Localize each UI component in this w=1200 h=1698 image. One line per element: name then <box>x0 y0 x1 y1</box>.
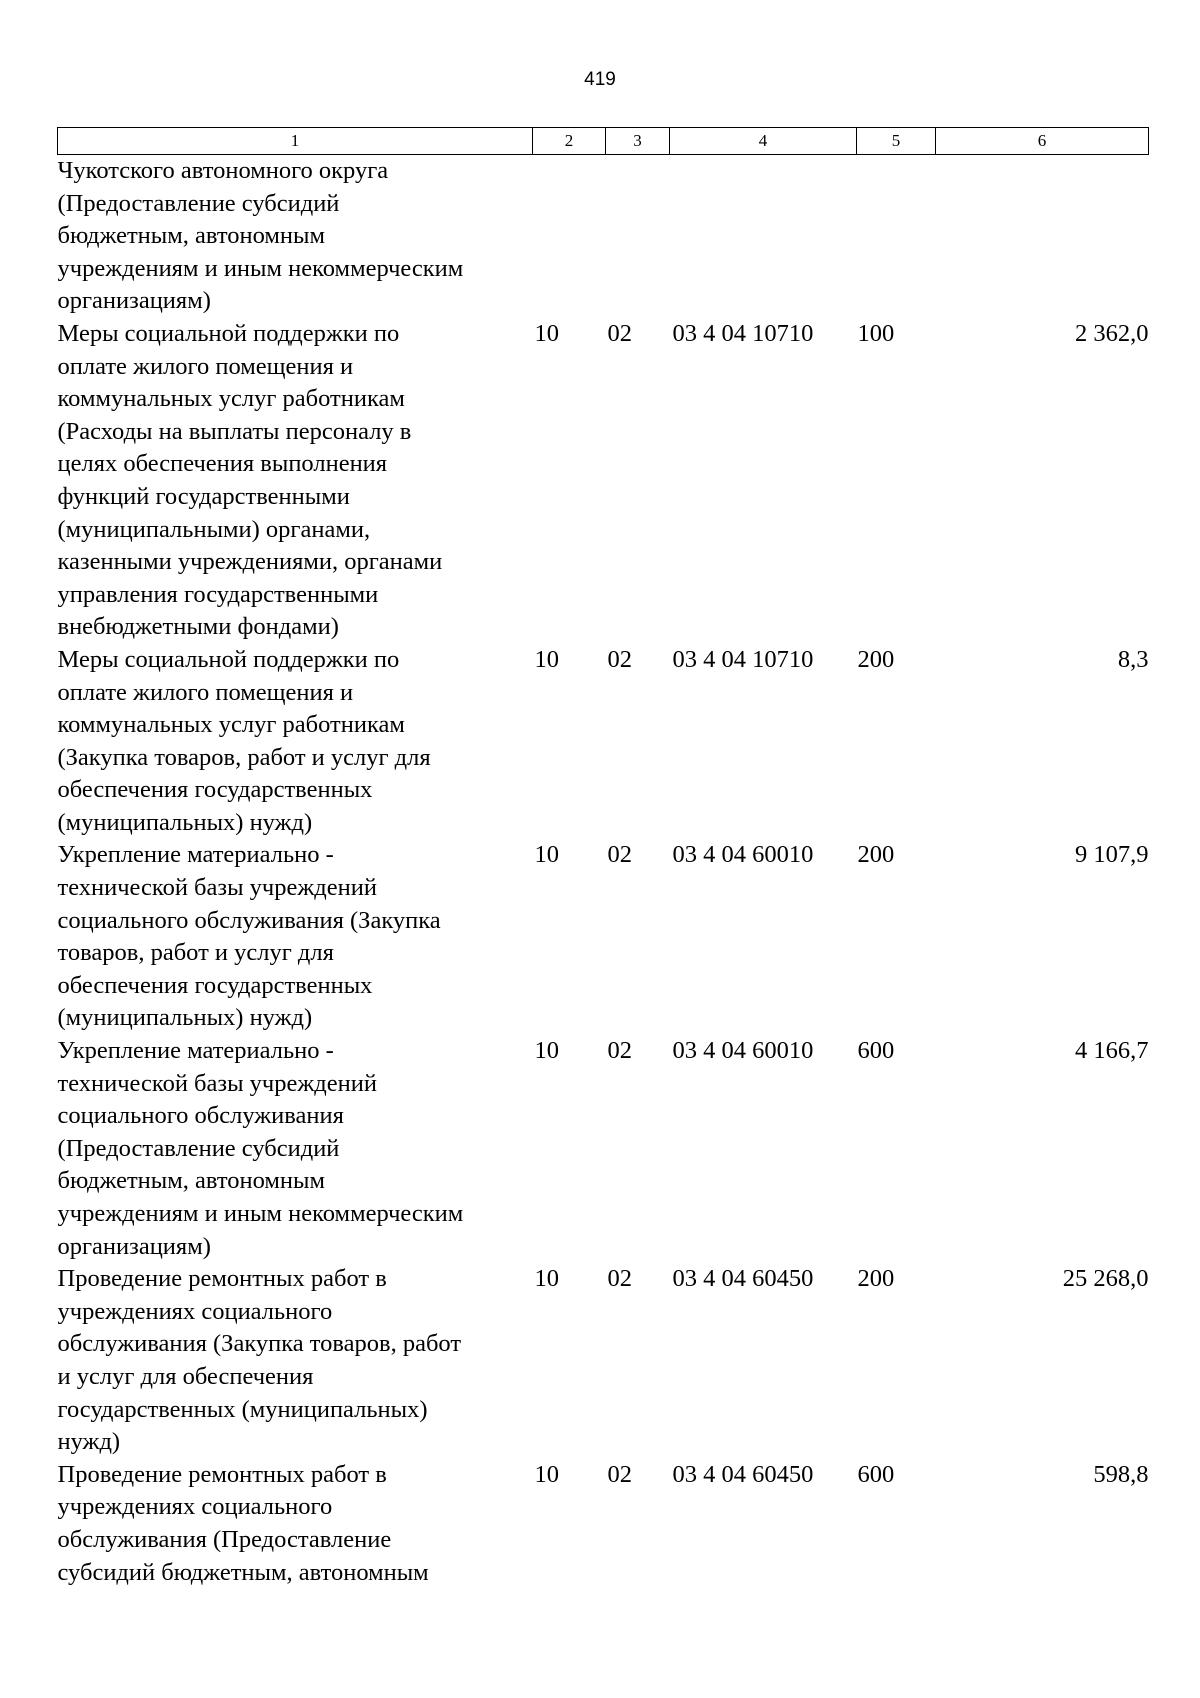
cell-section: 10 <box>534 1265 559 1293</box>
cell-section: 10 <box>534 1037 559 1065</box>
table-row <box>58 1263 1149 1459</box>
cell-name <box>58 318 533 644</box>
cell-name-line: оплате жилого помещения и <box>57 352 354 380</box>
cell-subsection: 02 <box>607 319 632 347</box>
table-header <box>58 128 1149 155</box>
cell-name-line: учреждениям и иным некоммерческим <box>57 1200 464 1227</box>
cell-name-line: целях обеспечения выполнения <box>57 450 388 478</box>
header-col-3: 3 <box>606 128 670 155</box>
cell-target-article: 03 4 04 10710 <box>672 645 814 673</box>
cell-name <box>58 644 533 840</box>
header-col-4: 4 <box>670 128 857 155</box>
table-body <box>58 155 1149 1590</box>
cell-target-article: 03 4 04 10710 <box>672 319 814 347</box>
page-number: 419 <box>584 69 616 90</box>
cell-section: 10 <box>534 645 559 673</box>
cell-subsection: 02 <box>607 841 632 869</box>
cell-amount <box>936 155 1149 318</box>
header-col-6: 6 <box>936 128 1149 155</box>
cell-name-line: функций государственными <box>57 482 350 510</box>
cell-name-line: учреждениям и иным некоммерческим <box>57 254 464 282</box>
cell-name-line: учреждениях социального <box>57 1493 333 1521</box>
cell-name-line: обеспечения государственных <box>57 971 373 999</box>
cell-name-line: организациям) <box>57 1232 211 1260</box>
cell-name-line: Проведение ремонтных работ в <box>57 1265 387 1293</box>
table-row <box>58 839 1149 1035</box>
table-row <box>58 318 1149 644</box>
cell-section: 10 <box>534 841 559 869</box>
cell-name-line: бюджетным, автономным <box>57 222 325 250</box>
cell-amount: 598,8 <box>1093 1460 1149 1488</box>
cell-name <box>58 839 533 1035</box>
cell-name-line: технической базы учреждений <box>57 1069 377 1097</box>
cell-expense-type: 200 <box>857 1265 895 1293</box>
cell-name-line: (Закупка товаров, работ и услуг для <box>57 743 431 771</box>
cell-name-line: обеспечения государственных <box>57 776 373 804</box>
header-col-2: 2 <box>533 128 606 155</box>
cell-name-line: (муниципальных) нужд) <box>57 808 313 836</box>
cell-target-article: 03 4 04 60450 <box>672 1265 814 1293</box>
cell-expense-type: 600 <box>857 1037 895 1065</box>
cell-name-line: Укрепление материально - <box>57 1037 334 1065</box>
header-col-5: 5 <box>857 128 936 155</box>
cell-amount: 4 166,7 <box>1075 1037 1149 1065</box>
table-row <box>58 1035 1149 1263</box>
cell-name-line: технической базы учреждений <box>57 874 377 902</box>
cell-name-line: субсидий бюджетным, автономным <box>57 1558 429 1586</box>
budget-table <box>57 127 1149 1589</box>
cell-name-line: коммунальных услуг работникам <box>57 711 405 739</box>
cell-name-line: обслуживания (Предоставление <box>57 1525 392 1553</box>
cell-target-article: 03 4 04 60010 <box>672 841 814 869</box>
cell-subsection: 02 <box>607 1460 632 1488</box>
cell-name-line: (Расходы на выплаты персоналу в <box>57 417 412 445</box>
cell-subsection: 02 <box>607 645 632 673</box>
cell-name-line: и услуг для обеспечения <box>57 1362 314 1390</box>
cell-name-line: (Предоставление субсидий <box>57 189 340 217</box>
header-col-1: 1 <box>58 128 533 155</box>
cell-section: 10 <box>534 1460 559 1488</box>
cell-name-line: Проведение ремонтных работ в <box>57 1460 387 1488</box>
cell-subsection: 02 <box>607 1037 632 1065</box>
cell-name <box>58 1263 533 1459</box>
table-row <box>58 1459 1149 1589</box>
cell-name-line: оплате жилого помещения и <box>57 678 354 706</box>
cell-amount: 9 107,9 <box>1075 841 1149 869</box>
cell-name-line: обслуживания (Закупка товаров, работ <box>57 1330 462 1358</box>
cell-name-line: учреждениях социального <box>57 1297 333 1325</box>
cell-target-article <box>670 155 857 318</box>
cell-amount: 25 268,0 <box>1062 1265 1149 1293</box>
cell-name-line: нужд) <box>57 1428 121 1456</box>
cell-expense-type: 200 <box>857 645 895 673</box>
cell-name-line: государственных (муниципальных) <box>57 1395 428 1423</box>
cell-name-line: казенными учреждениями, органами <box>57 548 443 576</box>
cell-name-line: социального обслуживания <box>57 1102 344 1130</box>
budget-table-container <box>57 127 1148 1589</box>
cell-subsection <box>606 155 670 318</box>
cell-section: 10 <box>534 319 559 347</box>
cell-target-article: 03 4 04 60450 <box>672 1460 814 1488</box>
cell-name-line: (муниципальными) органами, <box>57 515 371 543</box>
cell-amount: 2 362,0 <box>1075 319 1149 347</box>
cell-name <box>58 1459 533 1589</box>
cell-name <box>58 155 533 318</box>
cell-name-line: Меры социальной поддержки по <box>57 645 400 673</box>
cell-name-line: организациям) <box>57 287 211 315</box>
cell-target-article: 03 4 04 60010 <box>672 1037 814 1065</box>
cell-name-line: Чукотского автономного округа <box>57 157 389 184</box>
cell-name-line: бюджетным, автономным <box>57 1167 325 1195</box>
header-row <box>58 128 1149 155</box>
cell-name-line: товаров, работ и услуг для <box>57 939 334 967</box>
cell-subsection: 02 <box>607 1265 632 1293</box>
cell-name-line: управления государственными <box>57 580 379 608</box>
cell-expense-type: 600 <box>857 1460 895 1488</box>
cell-name-line: Меры социальной поддержки по <box>57 319 400 347</box>
cell-expense-type: 100 <box>857 319 895 347</box>
cell-name-line: социального обслуживания (Закупка <box>57 906 441 934</box>
cell-name <box>58 1035 533 1263</box>
cell-name-line: (Предоставление субсидий <box>57 1134 340 1162</box>
cell-section <box>533 155 606 318</box>
cell-name-line: коммунальных услуг работникам <box>57 385 405 413</box>
table-row <box>58 644 1149 840</box>
cell-name-line: внебюджетными фондами) <box>57 613 339 641</box>
cell-amount: 8,3 <box>1117 645 1149 673</box>
cell-expense-type: 200 <box>857 841 895 869</box>
cell-name-line: Укрепление материально - <box>57 841 334 869</box>
cell-expense-type <box>857 155 936 318</box>
cell-name-line: (муниципальных) нужд) <box>57 1004 313 1032</box>
table-row <box>58 155 1149 318</box>
